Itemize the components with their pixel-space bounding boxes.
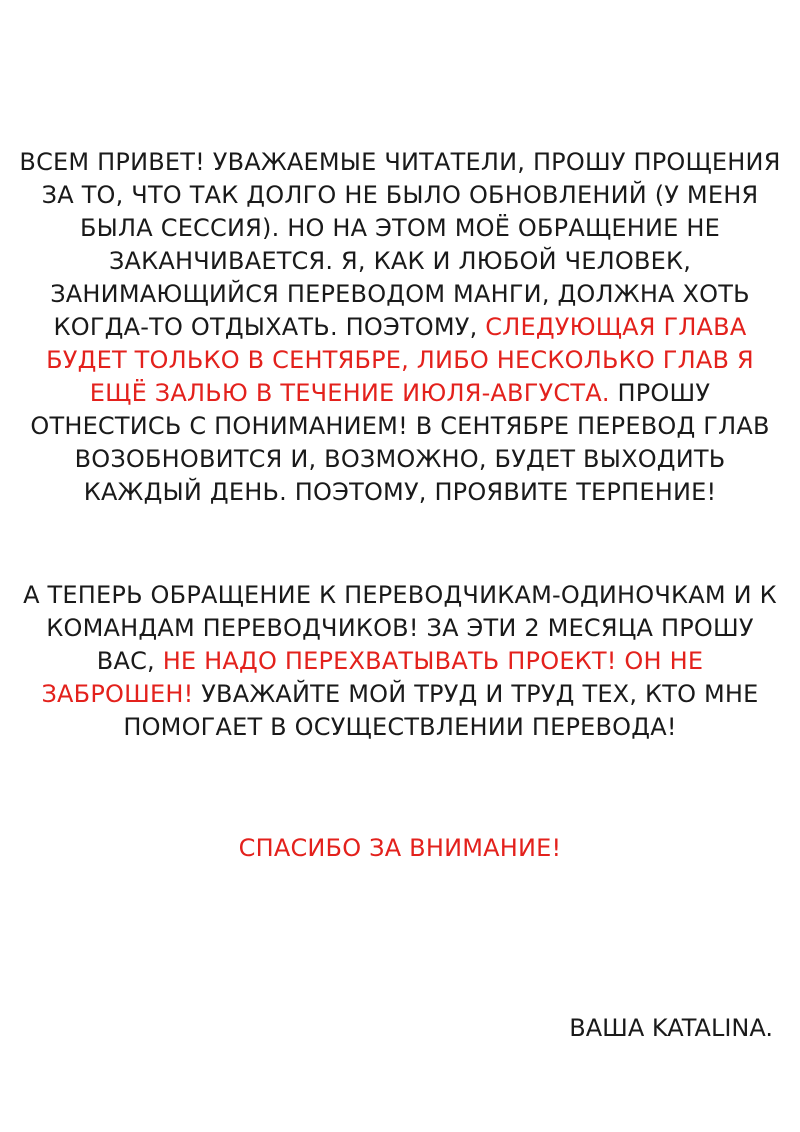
text-line: ВОЗОБНОВИТСЯ И, ВОЗМОЖНО, БУДЕТ ВЫХОДИТЬ [74, 445, 726, 473]
text-line: А ТЕПЕРЬ ОБРАЩЕНИЕ К ПЕРЕВОДЧИКАМ-ОДИНОЧКАМ И К [23, 581, 777, 609]
text-line: ЕЩЁ ЗАЛЬЮ В ТЕЧЕНИЕ ИЮЛЯ-АВГУСТА. ПРОШУ [89, 379, 711, 407]
highlighted-text: ЗАБРОШЕН! [41, 680, 194, 708]
text-line: ЗАБРОШЕН! УВАЖАЙТЕ МОЙ ТРУД И ТРУД ТЕХ, КТО МНЕ [41, 680, 759, 708]
highlighted-text: ЕЩЁ ЗАЛЬЮ В ТЕЧЕНИЕ ИЮЛЯ-АВГУСТА. [89, 379, 610, 407]
highlighted-text: НЕ НАДО ПЕРЕХВАТЫВАТЬ ПРОЕКТ! ОН НЕ [162, 647, 704, 675]
text-line: КОГДА-ТО ОТДЫХАТЬ. ПОЭТОМУ, СЛЕДУЮЩАЯ ГЛАВА [53, 313, 747, 341]
text-line: ЗАКАНЧИВАЕТСЯ. Я, КАК И ЛЮБОЙ ЧЕЛОВЕК, [108, 247, 692, 275]
text-line: КОМАНДАМ ПЕРЕВОДЧИКОВ! ЗА ЭТИ 2 МЕСЯЦА ПРОШУ [46, 614, 754, 642]
text-line: БЫЛА СЕССИЯ). НО НА ЭТОМ МОЁ ОБРАЩЕНИЕ НЕ [80, 214, 720, 242]
thanks-line [0, 832, 800, 865]
highlighted-text: СЛЕДУЮЩАЯ ГЛАВА [485, 313, 747, 341]
signature: ВАША KATALINA. [569, 1014, 773, 1042]
highlighted-text: БУДЕТ ТОЛЬКО В СЕНТЯБРЕ, ЛИБО НЕСКОЛЬКО ГЛАВ Я [46, 346, 754, 374]
thanks-text: СПАСИБО ЗА ВНИМАНИЕ! [238, 834, 562, 862]
paragraph-translators [0, 579, 800, 744]
text-line: ПОМОГАЕТ В ОСУЩЕСТВЛЕНИИ ПЕРЕВОДА! [123, 713, 677, 741]
text-line: ЗАНИМАЮЩИЙСЯ ПЕРЕВОДОМ МАНГИ, ДОЛЖНА ХОТЬ [50, 280, 750, 308]
text-line: ВСЕМ ПРИВЕТ! УВАЖАЕМЫЕ ЧИТАТЕЛИ, ПРОШУ ПРОЩЕНИЯ [19, 148, 781, 176]
text-line: ОТНЕСТИСЬ С ПОНИМАНИЕМ! В СЕНТЯБРЕ ПЕРЕВОД ГЛАВ [30, 412, 770, 440]
text-line: ВАС, НЕ НАДО ПЕРЕХВАТЫВАТЬ ПРОЕКТ! ОН НЕ [96, 647, 704, 675]
text-line: КАЖДЫЙ ДЕНЬ. ПОЭТОМУ, ПРОЯВИТЕ ТЕРПЕНИЕ! [83, 478, 717, 506]
text-line [0, 344, 800, 377]
paragraph-apology [0, 146, 800, 509]
text-line: ЗА ТО, ЧТО ТАК ДОЛГО НЕ БЫЛО ОБНОВЛЕНИЙ (У МЕНЯ [41, 181, 759, 209]
